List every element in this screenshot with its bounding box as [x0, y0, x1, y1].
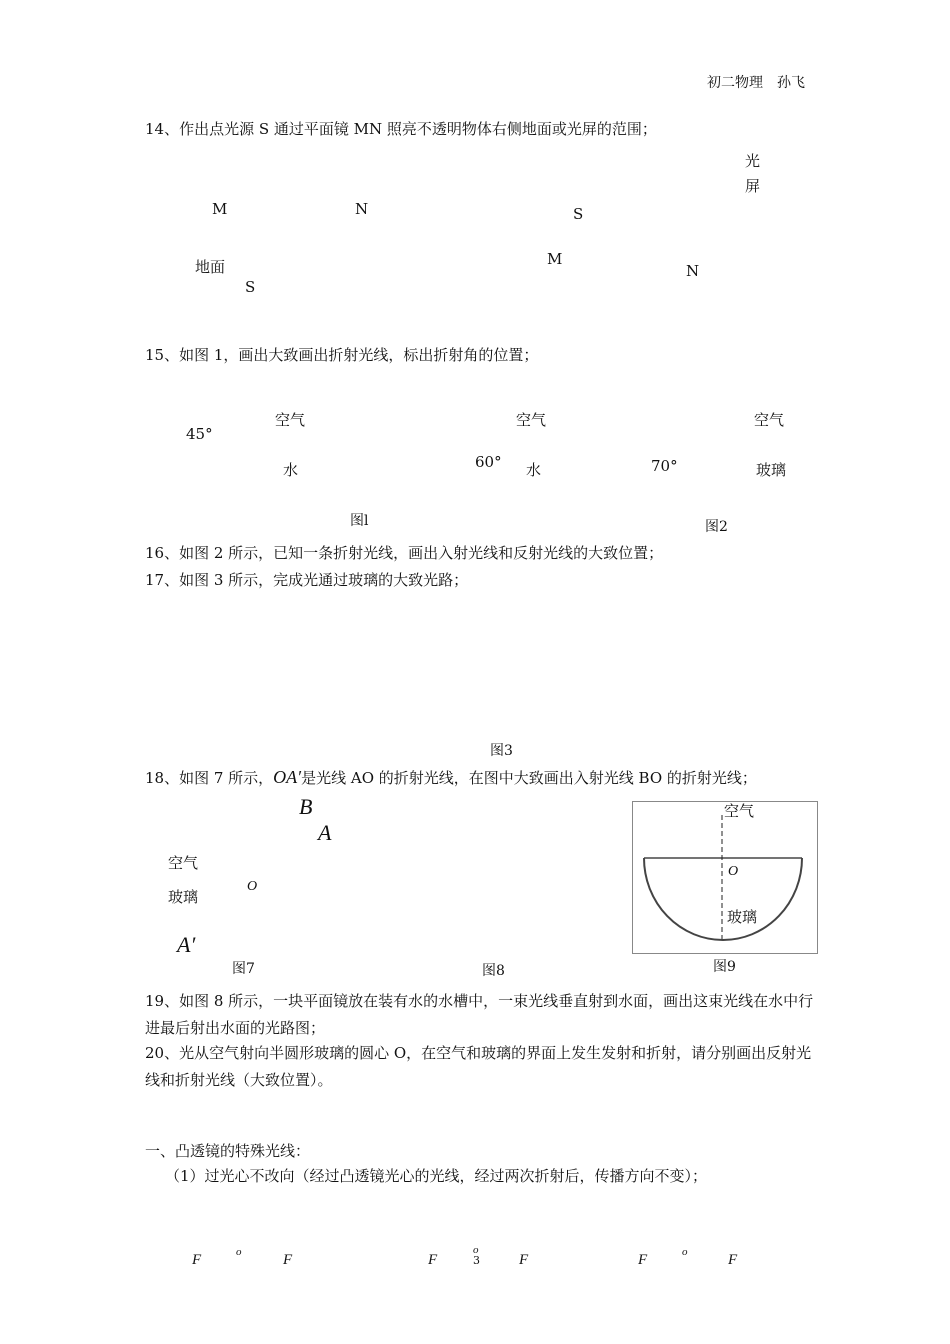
label-optical-center: o — [682, 1246, 688, 1258]
label-focus-right: F — [728, 1252, 738, 1268]
label-n: N — [686, 262, 700, 280]
question-18 — [145, 764, 815, 792]
question-14: 14、作出点光源 S 通过平面镜 MN 照亮不透明物体右侧地面或光屏的范围； — [145, 120, 657, 138]
section-item-1: （1）过光心不改向（经过凸透镜光心的光线，经过两次折射后，传播方向不变）； — [165, 1167, 708, 1185]
label-glass-3: 玻璃 — [756, 461, 787, 479]
label-air-3: 空气 — [754, 411, 785, 429]
label-m: M — [212, 200, 228, 218]
label-angle-60: 60° — [475, 453, 502, 471]
section-title: 一、凸透镜的特殊光线： — [145, 1142, 311, 1160]
caption-fig-7: 图7 — [232, 961, 255, 977]
label-angle-45: 45° — [186, 425, 213, 443]
question-18-lead: 18、如图 7 所示， — [145, 769, 274, 787]
label-a-prime: A′ — [177, 932, 196, 957]
label-focus-left: F — [638, 1252, 648, 1268]
caption-fig-2: 图2 — [705, 519, 728, 535]
question-18-tail: 是光线 AO 的折射光线，在图中大致画出入射光线 BO 的折射光线； — [301, 769, 757, 787]
label-n: N — [355, 200, 369, 218]
label-s: S — [245, 278, 256, 296]
label-focus-right: F — [519, 1252, 529, 1268]
label-air-2: 空气 — [516, 411, 547, 429]
question-15: 15、如图 1，画出大致画出折射光线，标出折射角的位置； — [145, 346, 539, 364]
label-glass: 玻璃 — [727, 908, 758, 926]
label-focus-left: F — [192, 1252, 202, 1268]
question-19: 19、如图 8 所示，一块平面镜放在装有水的水槽中，一束光线垂直射到水面，画出这束光线在水中行进最后射出水面的光路图； — [145, 992, 814, 1037]
caption-fig-9: 图9 — [713, 959, 736, 975]
label-o: O — [247, 879, 258, 894]
label-water-1: 水 — [283, 461, 299, 479]
question-16: 16、如图 2 所示，已知一条折射光线，画出入射光线和反射光线的大致位置； — [145, 544, 664, 562]
caption-fig-3: 图3 — [490, 743, 513, 759]
semicircle-glass-diagram — [632, 801, 818, 954]
label-ground: 地面 — [195, 258, 226, 276]
label-optical-center: o — [473, 1244, 479, 1256]
question-17: 17、如图 3 所示，完成光通过玻璃的大致光路； — [145, 571, 469, 589]
label-a: A — [318, 820, 332, 845]
label-glass: 玻璃 — [168, 888, 199, 906]
label-air-1: 空气 — [275, 411, 306, 429]
label-o: O — [728, 864, 739, 879]
label-air: 空气 — [724, 802, 755, 820]
label-air: 空气 — [168, 854, 199, 872]
label-b: B — [299, 794, 313, 819]
label-water-2: 水 — [526, 461, 542, 479]
label-screen-1: 光 — [745, 152, 761, 170]
question-20: 20、光从空气射向半圆形玻璃的圆心 O，在空气和玻璃的界面上发生发射和折射，请分别画出反射光线和折射光线（大致位置）。 — [145, 1044, 812, 1089]
label-s: S — [573, 205, 584, 223]
caption-fig-8: 图8 — [482, 963, 505, 979]
label-focus-right: F — [283, 1252, 293, 1268]
label-m: M — [547, 250, 563, 268]
label-optical-center: o — [236, 1246, 242, 1258]
page-header: 初二物理 孙飞 — [707, 75, 805, 91]
label-angle-70: 70° — [651, 457, 678, 475]
label-focus-left: F — [428, 1252, 438, 1268]
symbol-oa-prime: OA′ — [273, 767, 302, 787]
caption-fig-1: 图l — [350, 513, 369, 529]
label-screen-2: 屏 — [745, 177, 761, 195]
label-mark: 3 — [473, 1254, 480, 1267]
